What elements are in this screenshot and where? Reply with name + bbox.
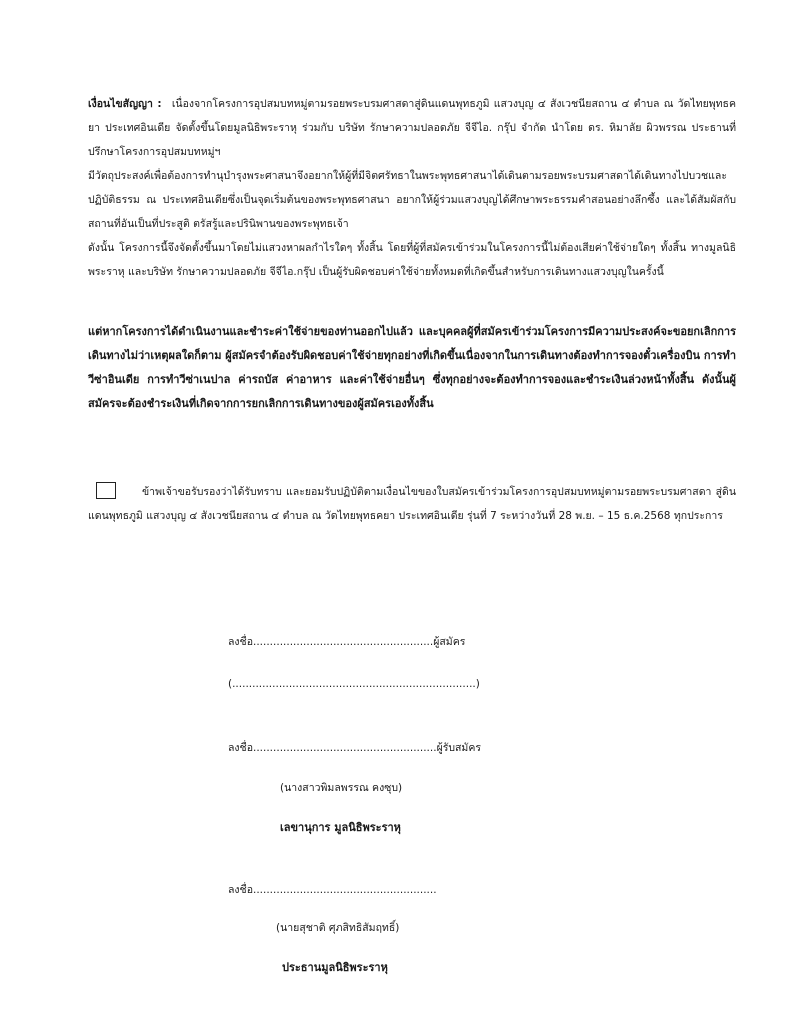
conditions-paragraph-4: แต่หากโครงการได้ดำเนินงานและชำระค่าใช้จ่ายของท่านออกไปแล้ว และบุคคลผู้ที่สมัครเข้าร่วมโครงการมีความประสงค์จะขอยกเลิกการเดินทางไม่ว่าเหตุผลใดก็ตาม ผู้สมัครจำต้องรับผิดชอบค่าใช้จ่ายทุกอย่างที่เกิดขึ้นเนื่องจากในการเดินทางต้องทำการจองตั๋วเครื่องบิน การทำวีซ่าอินเดีย การทำวีซ่าเนปาล ค่ารถบัส ค่าอาหาร และค่าใช้จ่ายอื่นๆ ซึ่งทุกอย่างจะต้องทำการจองและชำระเงินล่วงหน้าทั้งสิ้น ดังนั้นผู้สมัครจะต้องชำระเงินที่เกิดจากการยกเลิกการเดินทางของผู้สมัครเองทั้งสิ้น (88, 325, 736, 410)
president-title: ประธานมูลนิธิพระราหุ (282, 961, 388, 974)
acknowledgement-checkbox[interactable] (96, 482, 116, 499)
receiver-title: เลขานุการ มูลนิธิพระราหุ (280, 821, 401, 834)
conditions-heading: เงื่อนไขสัญญา : (88, 98, 162, 110)
receiver-name: (นางสาวพิมลพรรณ คงซุบ) (280, 782, 403, 794)
applicant-name-line: (.........................................................................) (228, 678, 480, 690)
conditions-paragraph-1 (88, 92, 736, 164)
acknowledgement-row (88, 480, 736, 528)
applicant-signature-line: ลงชื่อ......................................................ผู้สมัคร (228, 636, 466, 648)
president-signature-line: ลงชื่อ....................................................... (228, 884, 437, 896)
receiver-signature-line: ลงชื่อ.......................................................ผู้รับสมัคร (228, 742, 482, 754)
conditions-paragraph-1-text: เนื่องจากโครงการอุปสมบทหมู่ตามรอยพระบรมศาสดาสู่ดินแดนพุทธภูมิ แสวงบุญ ๔ สังเวชนียสถาน ๔ ตำบล ณ วัดไทยพุทธคยา ประเทศอินเดีย จัดตั้งขึ้นโดยมูลนิธิพระราหุ ร่วมกับ บริษัท รักษาความปลอดภัย จีจีไอ. กรุ๊ป จำกัด นำโดย ดร. หิมาลัย ผิวพรรณ ประธานที่ปรึกษาโครงการอุปสมบทหมู่ฯ (88, 98, 736, 158)
acknowledgement-text: ข้าพเจ้าขอรับรองว่าได้รับทราบ และยอมรับปฏิบัติตามเงื่อนไขของใบสมัครเข้าร่วมโครงการอุปสมบทหมู่ตามรอยพระบรมศาสดา สู่ดินแดนพุทธภูมิ แสวงบุญ ๔ สังเวชนียสถาน ๔ ตำบล ณ วัดไทยพุทธคยา ประเทศอินเดีย รุ่นที่ 7 ระหว่างวันที่ 28 พ.ย. – 15 ธ.ค.2568 ทุกประการ (88, 486, 736, 522)
conditions-paragraph-2: มีวัตถุประสงค์เพื่อต้องการทำนุบำรุงพระศาสนาจึงอยากให้ผู้ที่มีจิตศรัทธาในพระพุทธศาสนาได้เดินตามรอยพระบรมศาสดาได้เดินทางไปบวชและปฏิบัติธรรม ณ ประเทศอินเดียซึ่งเป็นจุดเริ่มต้นของพระพุทธศาสนา อยากให้ผู้ร่วมแสวงบุญได้ศึกษาพระธรรมคำสอนอย่างลึกซึ้ง และได้สัมผัสกับสถานที่อันเป็นที่ประสูติ ตรัสรู้และปรินิพานของพระพุทธเจ้า (88, 170, 736, 230)
conditions-paragraph-3: ดังนั้น โครงการนี้จึงจัดตั้งขึ้นมาโดยไม่แสวงหาผลกำไรใดๆ ทั้งสิ้น โดยที่ผู้ที่สมัครเข้าร่วมในโครงการนี้ไม่ต้องเสียค่าใช้จ่ายใดๆ ทั้งสิ้น ทางมูลนิธิพระราหุ และบริษัท รักษาความปลอดภัย จีจีไอ.กรุ๊ป เป็นผู้รับผิดชอบค่าใช้จ่ายทั้งหมดที่เกิดขึ้นสำหรับการเดินทางแสวงบุญในครั้งนี้ (88, 242, 736, 278)
president-name: (นายสุชาติ ศุภสิทธิสัมฤทธิ์) (276, 922, 400, 934)
